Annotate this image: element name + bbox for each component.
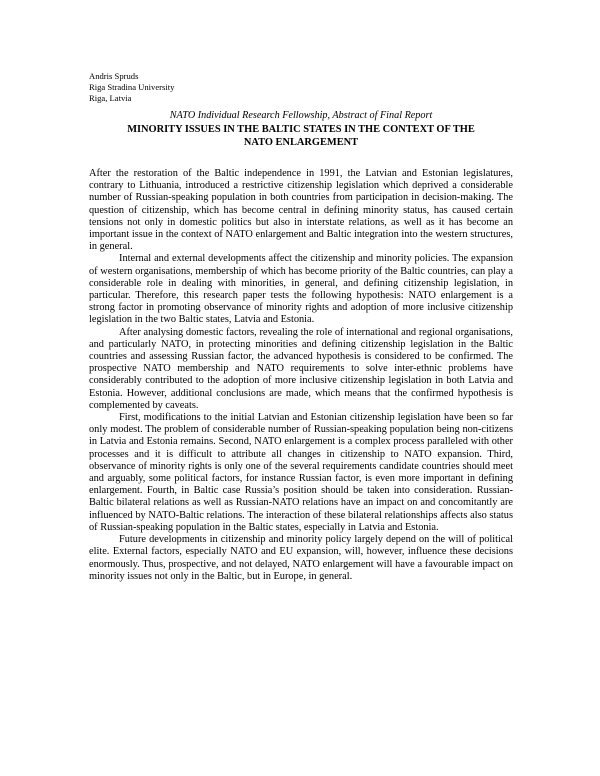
document-title-line-2: NATO ENLARGEMENT: [243, 137, 359, 148]
document-subtitle: NATO Individual Research Fellowship, Abstract of Final Report: [169, 110, 433, 121]
author-affiliation: Riga Stradina University: [89, 82, 175, 92]
paragraph-5: Future developments in citizenship and minority policy largely depend on the will of political elite. External factors, especially NATO and EU expansion, will, however, influence these decisions enormously. Thus, prospective, and not delayed, NATO enlargement will have a favourable impact on minority issues not only in the Baltic, but in Europe, in general.: [89, 534, 513, 582]
author-name: Andris Spruds: [89, 71, 139, 81]
paragraph-2: Internal and external developments affect the citizenship and minority policies. The expansion of western organisations, membership of which has become priority of the Baltic countries, can play a considerable role in dealing with minorities, in general, and defining citizenship legislation, in particular. Therefore, this research paper tests the following hypothesis: NATO enlargement is a strong factor in promoting observance of minority rights and adoption of more inclusive citizenship legislation in the two Baltic states, Latvia and Estonia.: [89, 253, 513, 326]
paragraph-4: First, modifications to the initial Latvian and Estonian citizenship legislation have been so far only modest. The problem of considerable number of Russian-speaking population being non-citizens in Latvia and Estonia remains. Second, NATO enlargement is a complex process paralleled with other processes and it is difficult to attribute all changes in citizenship to NATO expansion. Third, observance of minority rights is only one of the several requirements candidate countries should meet and arguably, some political factors, for instance Russian factor, is even more important in defining enlargement. Fourth, in Baltic case Russia’s position should be taken into consideration. Russian-Baltic bilateral relations as well as Russian-NATO relations have an impact on and concomitantly are influenced by NATO-Baltic relations. The interaction of these bilateral relationships affects also status of Russian-speaking population in the Baltic states, especially in Latvia and Estonia.: [89, 412, 513, 533]
document-header: [89, 110, 513, 149]
document-title-line-1: MINORITY ISSUES IN THE BALTIC STATES IN THE CONTEXT OF THE: [127, 124, 475, 135]
document-title: [89, 123, 513, 149]
document-body: [89, 168, 513, 583]
author-block: [89, 71, 174, 104]
author-location: Riga, Latvia: [89, 93, 132, 103]
paragraph-1: After the restoration of the Baltic independence in 1991, the Latvian and Estonian legislatures, contrary to Lithuania, introduced a restrictive citizenship legislation which deprived a considerable number of Russian-speaking population in both countries from participation in decision-making. The question of citizenship, which has become central in defining minority status, has caused certain tensions not only in domestic politics but also in interstate relations, as well as it has become an important issue in the context of NATO enlargement and Baltic integration into the western structures, in general.: [89, 168, 513, 253]
paragraph-3: After analysing domestic factors, revealing the role of international and regional organisations, and particularly NATO, in protecting minorities and defining citizenship legislation in the Baltic countries and assessing Russian factor, the advanced hypothesis is considered to be confirmed. The prospective NATO membership and NATO requirements to solve inter-ethnic problems have considerably contributed to the adoption of more inclusive citizenship legislation in both Latvia and Estonia. However, additional conclusions are made, which means that the confirmed hypothesis is complemented by caveats.: [89, 326, 513, 411]
